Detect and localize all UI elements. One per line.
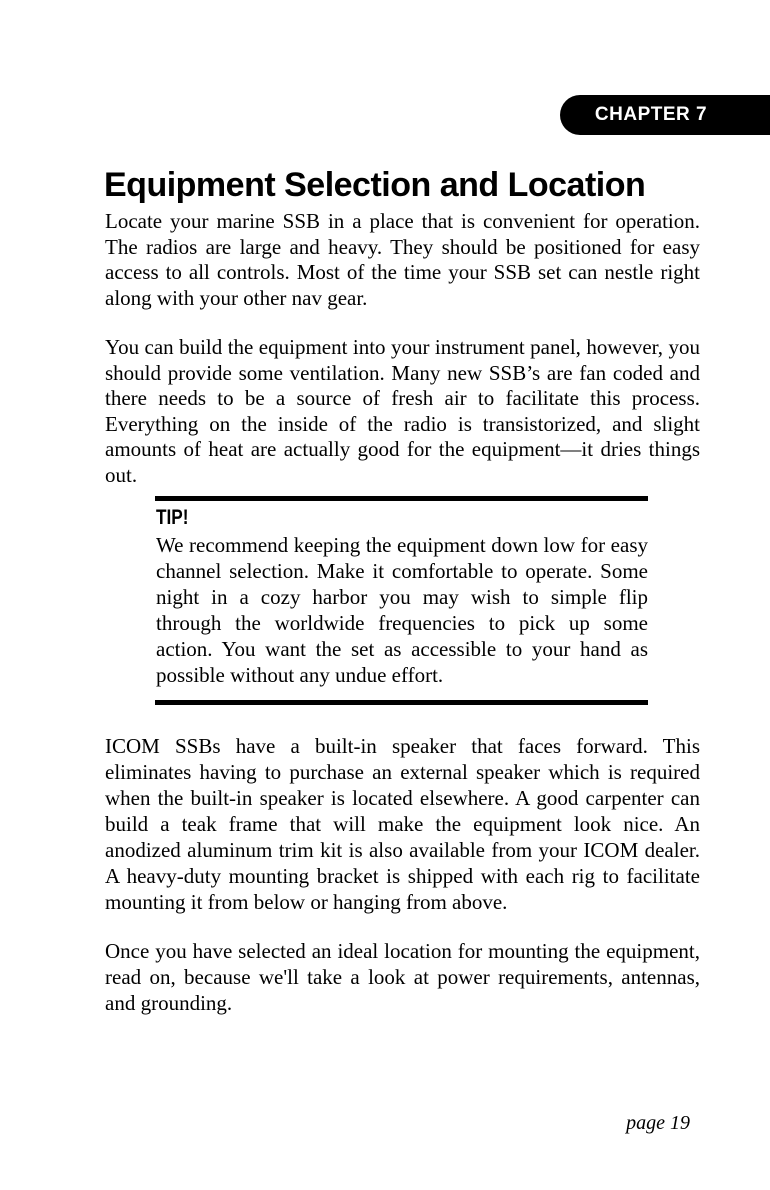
body-paragraph-1: Locate your marine SSB in a place that is convenient for operation. The radios are large and heavy. They should be positioned for easy access to all controls. Most of the time your SSB set can nestle right along with your other nav gear. (105, 209, 700, 310)
tip-label: TIP! (156, 506, 189, 529)
page-number: page 19 (626, 1112, 690, 1134)
chapter-badge-label: CHAPTER 7 (594, 104, 708, 125)
body-paragraph-3: ICOM SSBs have a built-in speaker that faces forward. This eliminates having to purchase an external speaker which is required when the built-in speaker is located elsewhere. A good carpenter can build a teak frame that will make the equipment look nice. An anodized aluminum trim kit is also available from your ICOM dealer. A heavy-duty mounting bracket is shipped with each rig to facilitate mounting it from below or hanging from above. (105, 734, 700, 914)
chapter-badge (560, 95, 770, 135)
tip-box (155, 496, 648, 705)
body-paragraph-2: You can build the equipment into your instrument panel, however, you should provide some ventilation. Many new SSB’s are fan coded and there needs to be a source of fresh air to facilitate this process. Everything on the inside of the radio is transistorized, and slight amounts of heat are actually good for the equipment—it dries things out. (105, 335, 700, 487)
tip-body: We recommend keeping the equipment down low for easy channel selection. Make it comfortable to operate. Some night in a cozy harbor you may wish to simple flip through the worldwide frequencies to pick up some action. You want the set as accessible to your hand as possible without any undue effort. (156, 533, 648, 687)
page-title: Equipment Selection and Location (104, 165, 646, 204)
body-paragraph-4: Once you have selected an ideal location for mounting the equipment, read on, because we'll take a look at power requirements, antennas, and grounding. (105, 939, 700, 1015)
